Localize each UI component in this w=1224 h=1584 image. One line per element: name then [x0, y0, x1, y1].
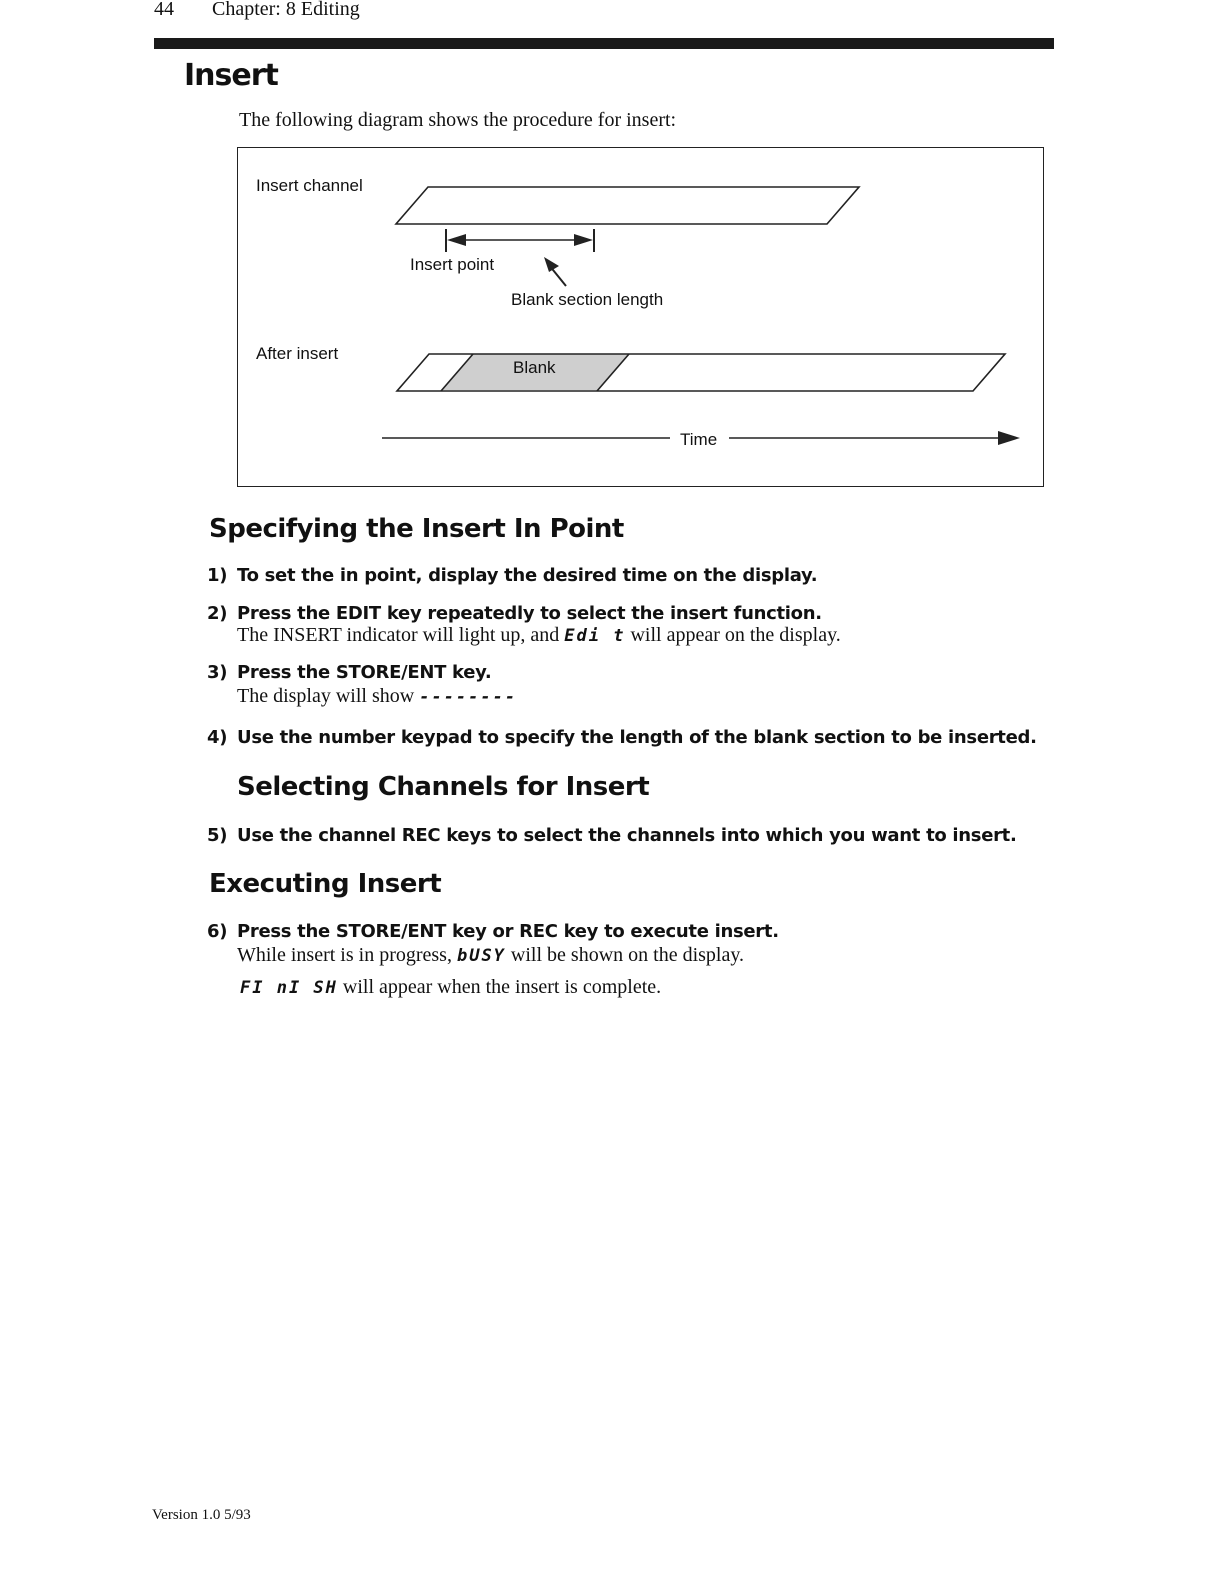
step-text: Use the number keypad to specify the length of the blank section to be inserted. [237, 727, 1037, 748]
time-label: Time [680, 430, 718, 449]
step-number: 2) [207, 603, 228, 624]
time-arrow-icon [998, 431, 1020, 445]
blank-length-label: Blank section length [511, 290, 664, 309]
display-readout: FI nI SH [240, 978, 338, 998]
step-text: Use the channel REC keys to select the channels into which you want to insert. [237, 825, 1017, 846]
step-text: Press the STORE/ENT key or REC key to execute insert. [237, 921, 779, 942]
detail-text: will be shown on the display. [505, 944, 745, 966]
step-3 [207, 662, 491, 683]
insert-channel-label: Insert channel [256, 176, 363, 195]
step-number: 3) [207, 662, 228, 683]
step-text: To set the in point, display the desired time on the display. [237, 565, 818, 586]
intro-text: The following diagram shows the procedure for insert: [239, 109, 677, 131]
detail-text: The display will show [237, 685, 420, 707]
detail-text: will appear when the insert is complete. [337, 976, 662, 998]
step-number: 5) [207, 825, 228, 846]
step-2-detail [237, 624, 841, 647]
step-3-detail [237, 685, 517, 708]
length-arrow-left-icon [447, 234, 466, 246]
chapter-title: Chapter: 8 Editing [212, 0, 360, 20]
insert-point-label: Insert point [410, 255, 495, 274]
step-text: Press the STORE/ENT key. [237, 662, 492, 683]
section-title: Insert [184, 58, 278, 93]
blank-label: Blank [513, 358, 556, 377]
step-6-detail-1 [237, 944, 744, 967]
step-number: 1) [207, 565, 228, 586]
selecting-heading: Selecting Channels for Insert [237, 772, 650, 802]
insert-point-arrow-icon [544, 257, 559, 272]
version-footer: Version 1.0 5/93 [152, 1507, 251, 1523]
specifying-heading: Specifying the Insert In Point [209, 514, 624, 544]
insert-channel-bar [396, 187, 859, 224]
step-number: 6) [207, 921, 228, 942]
step-number: 4) [207, 727, 228, 748]
executing-heading: Executing Insert [209, 869, 442, 899]
step-1 [207, 565, 817, 586]
step-6-detail-2 [240, 976, 661, 999]
step-6 [207, 921, 779, 942]
step-2 [207, 603, 822, 624]
step-4 [207, 727, 1037, 748]
detail-text: will appear on the display. [625, 624, 841, 646]
page-number: 44 [154, 0, 174, 20]
length-arrow-right-icon [574, 234, 593, 246]
diagram-graphics [0, 0, 1224, 520]
step-5 [207, 825, 1017, 846]
detail-text: The INSERT indicator will light up, and [237, 624, 565, 646]
display-readout: bUSY [456, 946, 506, 966]
step-text: Press the EDIT key repeatedly to select the insert function. [237, 603, 822, 624]
detail-text: While insert is in progress, [237, 944, 457, 966]
display-readout: -------- [419, 687, 518, 707]
after-insert-label: After insert [256, 344, 339, 363]
display-readout: Edi t [564, 626, 626, 646]
